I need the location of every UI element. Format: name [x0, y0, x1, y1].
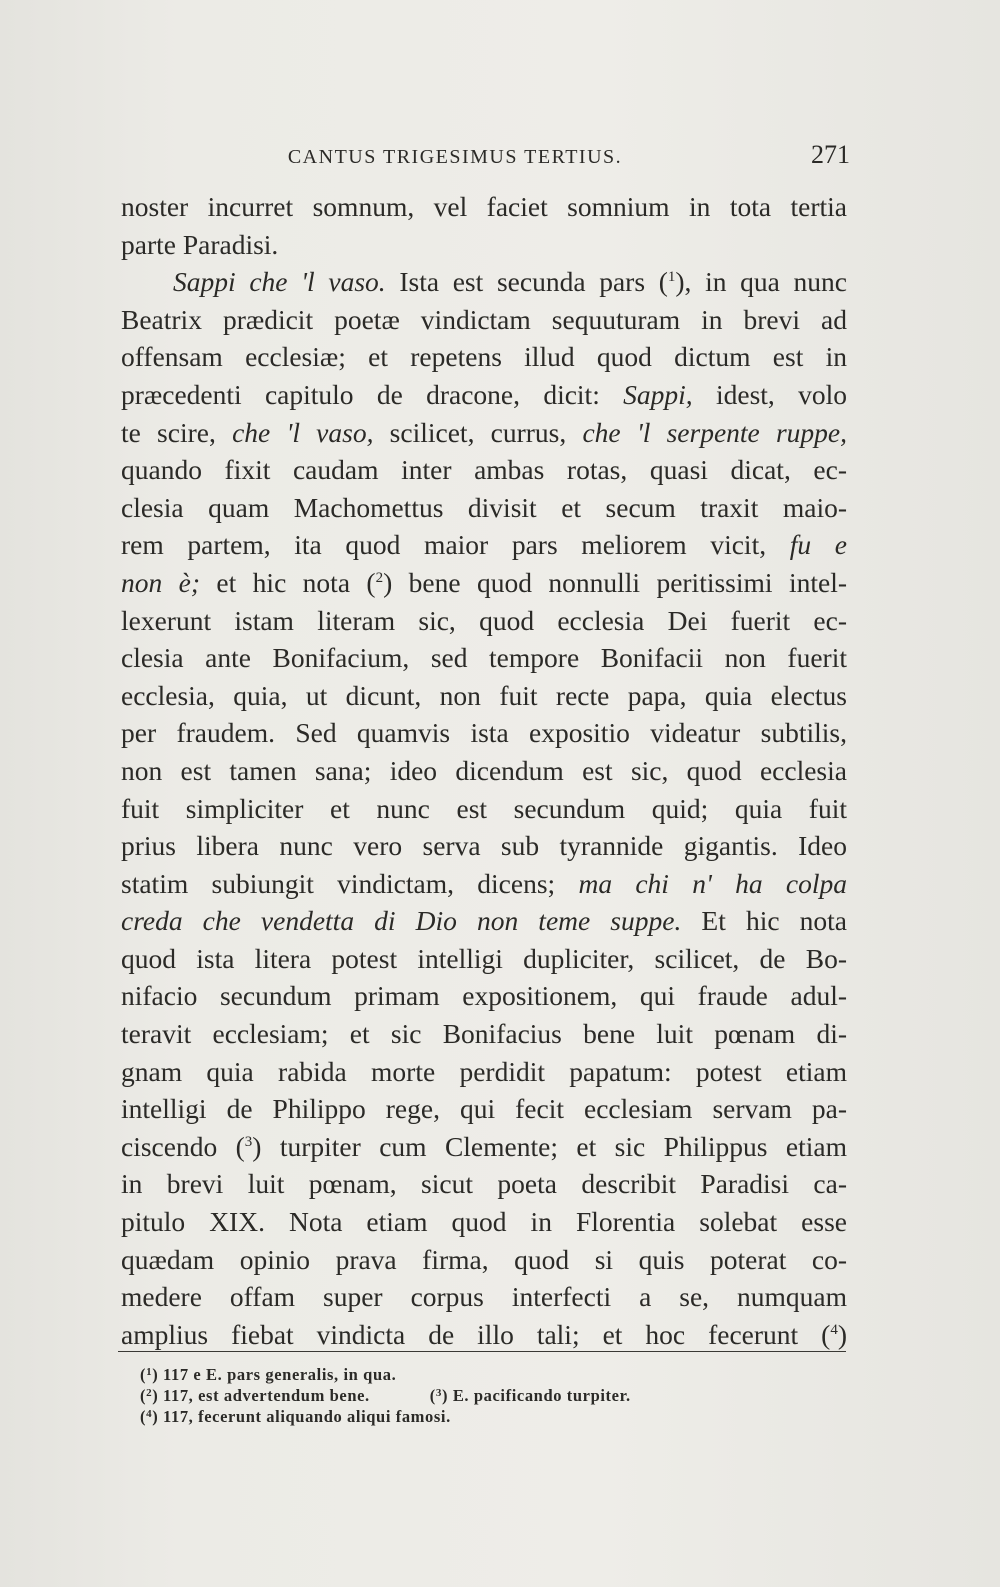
text-line: parte Paradisi.: [121, 228, 279, 260]
footnote-text: 117, fecerunt aliquando aliqui famosi.: [163, 1407, 451, 1426]
text-line: medere offam super corpus interfecti a se, numquam: [121, 1281, 847, 1313]
footnotes: [140, 1364, 840, 1427]
text-line: quædam opinio prava firma, quod si quis poterat co-: [121, 1243, 847, 1275]
text-line: præcedenti capitulo de dracone, dicit: Sappi, idest, volo: [121, 378, 847, 410]
text-line: non est tamen sana; ideo dicendum est sic, quod ecclesia: [121, 754, 847, 786]
text-line: intelligi de Philippo rege, qui fecit ecclesiam servam pa-: [121, 1093, 847, 1125]
text-line: ciscendo ($^3$) turpiter cum Clemente; et sic Philippus etiam: [121, 1130, 847, 1162]
text-line: offensam ecclesiæ; et repetens illud quod dictum est in: [121, 341, 847, 373]
text-line: gnam quia rabida morte perdidit papatum: potest etiam: [121, 1055, 847, 1087]
text-line: in brevi luit pœnam, sicut poeta describit Paradisi ca-: [121, 1168, 847, 1200]
footnote: ($^1$) 117 e E. pars generalis, in qua.: [140, 1365, 397, 1384]
italic-quote: non è;: [121, 566, 201, 598]
footnote: ($^4$) 117, fecerunt aliquando aliqui famosi.: [140, 1407, 451, 1426]
text-line: lexerunt istam literam sic, quod ecclesia Dei fuerit ec-: [121, 604, 847, 636]
text-line: creda che vendetta di Dio non teme suppe. Et hic nota: [121, 905, 847, 937]
footnote-text: 117 e E. pars generalis, in qua.: [163, 1365, 397, 1384]
footnote-mark: 2: [146, 1387, 153, 1399]
footnote-mark: 1: [146, 1366, 153, 1378]
italic-quote: che 'l serpente ruppe,: [582, 416, 847, 448]
text-line: noster incurret somnum, vel faciet somnium in tota tertia: [121, 191, 847, 222]
text-line: amplius fiebat vindicta de illo tali; et hoc fecerunt ($^4$): [121, 1318, 847, 1350]
text-line: quando fixit caudam inter ambas rotas, quasi dicat, ec-: [121, 454, 847, 486]
text-line: per fraudem. Sed quamvis ista expositio videatur subtilis,: [121, 717, 847, 749]
footnote-mark: 3: [435, 1387, 442, 1399]
running-title: CANTUS TRIGESIMUS TERTIUS.: [287, 146, 623, 168]
italic-quote: Sappi che 'l vaso.: [173, 266, 386, 298]
italic-quote: fu e: [789, 529, 847, 561]
text-line: ecclesia, quia, ut dicunt, non fuit recte papa, quia electus: [121, 679, 847, 711]
text-line: clesia quam Machomettus divisit et secum traxit maio-: [121, 491, 847, 523]
body-text: [121, 188, 847, 1353]
text-line: teravit ecclesiam; et sic Bonifacius bene luit pœnam di-: [121, 1018, 847, 1050]
text-line: fuit simpliciter et nunc est secundum quid; quia fuit: [121, 792, 847, 824]
footnote: ($^2$) 117, est advertendum bene. ($^3$) E. pacificando turpiter.: [140, 1386, 631, 1405]
text-line: prius libera nunc vero serva sub tyrannide gigantis. Ideo: [121, 830, 847, 862]
text-line: te scire, che 'l vaso, scilicet, currus, che 'l serpente ruppe,: [121, 416, 847, 448]
text-line: Sappi che 'l vaso. Ista est secunda pars ($^1$), in qua nunc: [173, 266, 848, 298]
footnote-ref: 4: [830, 1321, 838, 1338]
text-line: pitulo XIX. Nota etiam quod in Florentia solebat esse: [121, 1206, 847, 1238]
text-line: quod ista litera potest intelligi dupliciter, scilicet, de Bo-: [121, 942, 847, 974]
text-line: statim subiungit vindictam, dicens; ma chi n' ha colpa: [121, 867, 847, 899]
text-line: clesia ante Bonifacium, sed tempore Bonifacii non fuerit: [121, 642, 847, 674]
footnote-rule: [118, 1351, 846, 1352]
page-number: 271: [811, 140, 850, 169]
footnote-text: E. pacificando turpiter.: [452, 1386, 631, 1405]
running-head: [120, 140, 850, 180]
text-line: Beatrix prædicit poetæ vindictam sequuturam in brevi ad: [121, 303, 847, 335]
text-line: nifacio secundum primam expositionem, qui fraude adul-: [121, 980, 847, 1012]
italic-quote: creda che vendetta di Dio non teme suppe.: [121, 905, 682, 937]
italic-quote: ma chi n' ha colpa: [578, 867, 847, 899]
italic-quote: che 'l vaso,: [232, 416, 374, 448]
text-line: non è; et hic nota ($^2$) bene quod nonnulli peritissimi intel-: [121, 566, 847, 598]
footnote-ref: 1: [667, 269, 676, 286]
footnote-mark: 4: [146, 1408, 153, 1420]
footnote-ref: 3: [244, 1133, 253, 1150]
footnote-text: 117, est advertendum bene.: [163, 1386, 370, 1405]
text-line: rem partem, ita quod maior pars meliorem vicit, fu e: [121, 529, 847, 561]
italic-quote: Sappi,: [623, 378, 693, 410]
footnote-ref: 2: [375, 569, 384, 586]
